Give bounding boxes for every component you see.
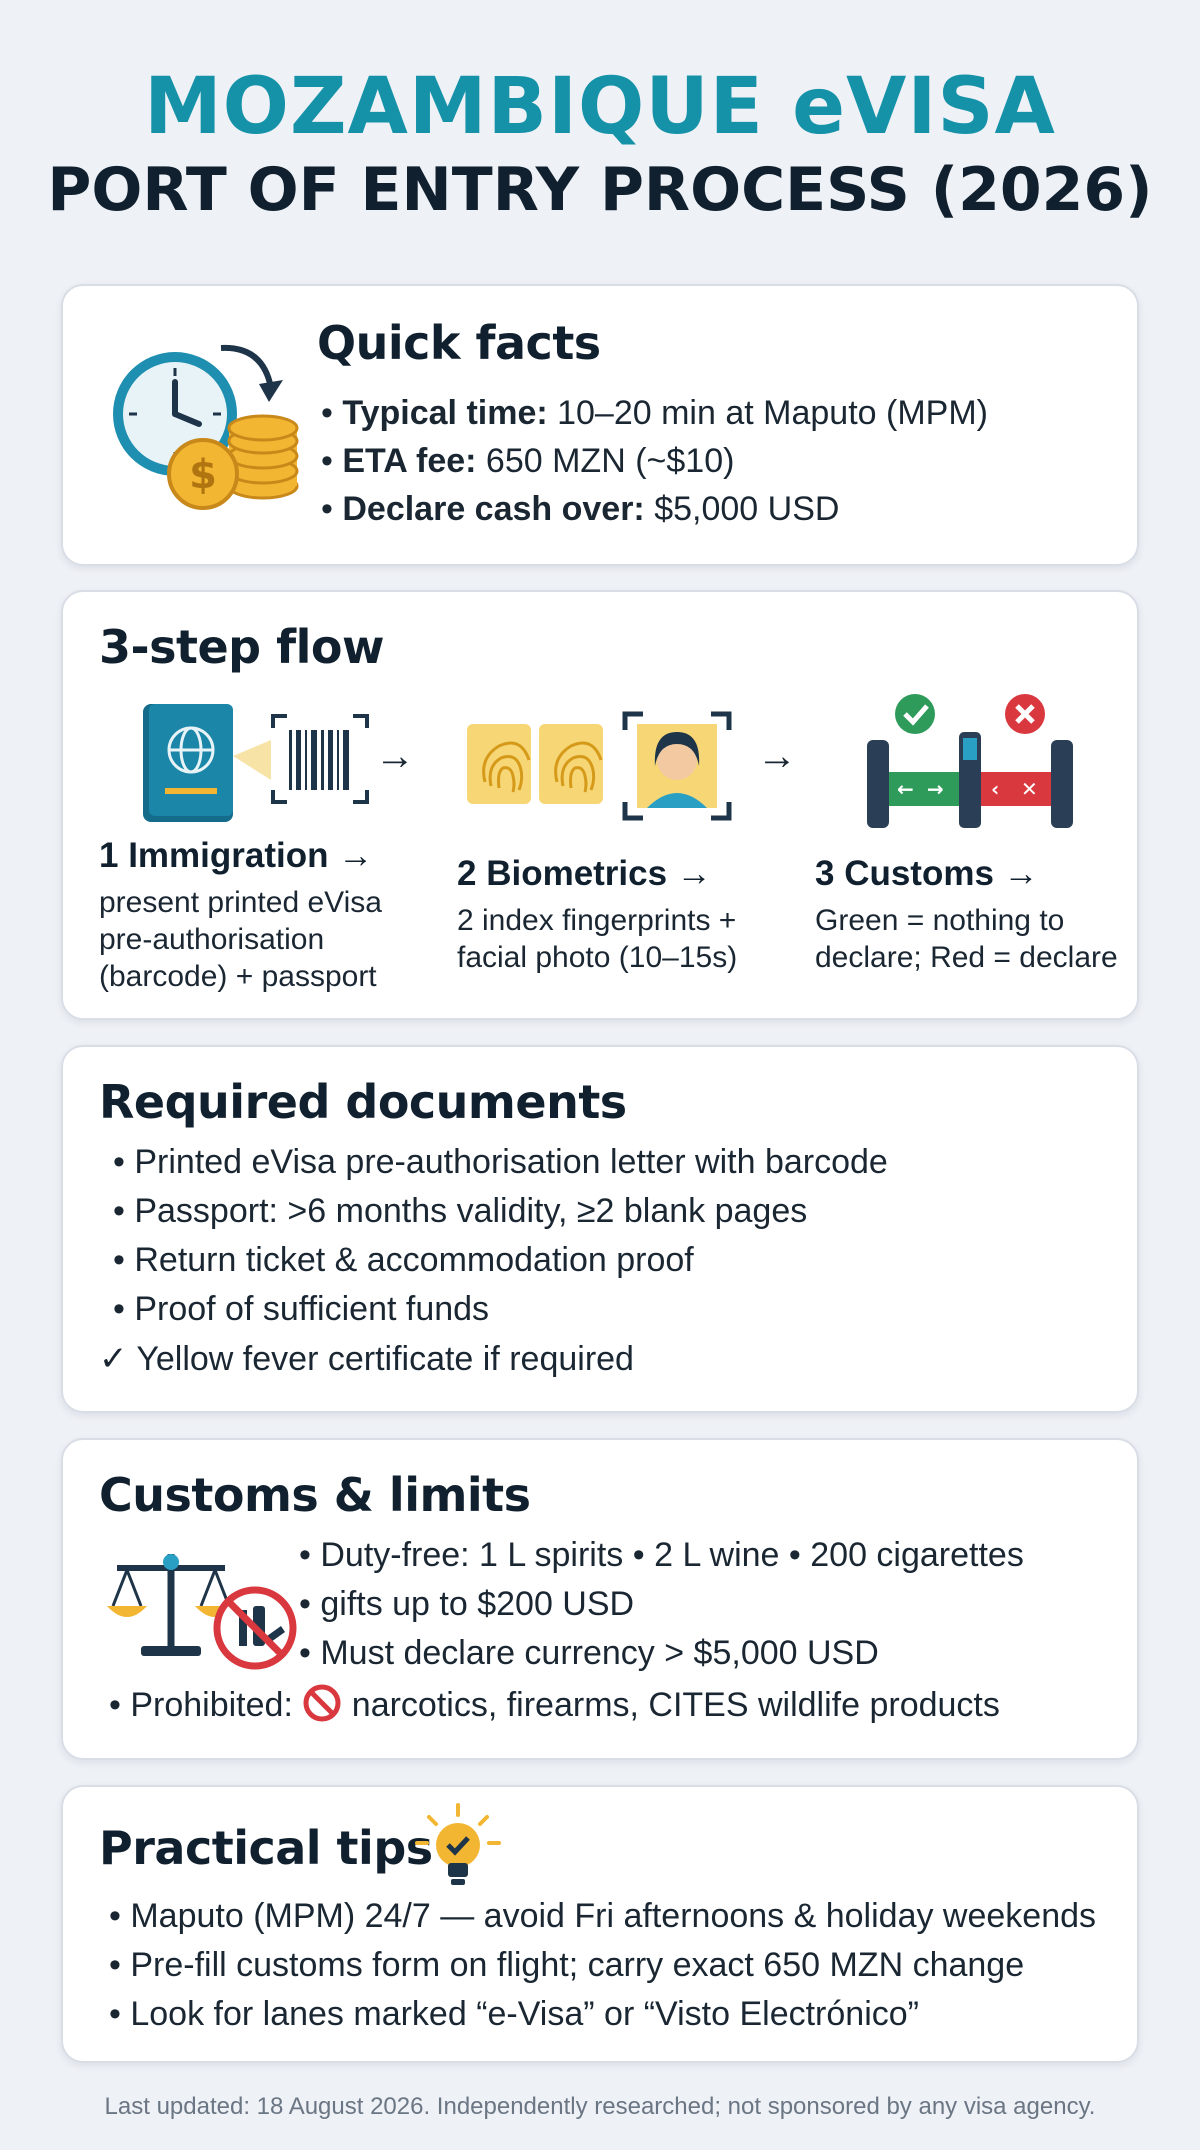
quick-facts-card bbox=[61, 284, 1139, 566]
step-1-desc: present printed eVisa pre-authorisation (barcode) + passport bbox=[99, 886, 382, 993]
document-item: • Passport: >6 months validity, ≥2 blank pages bbox=[113, 1192, 808, 1230]
no-entry-icon bbox=[302, 1683, 342, 1723]
fact-typical-time: • Typical time: 10–20 min at Maputo (MPM) bbox=[321, 394, 988, 432]
customs-item: • Duty-free: 1 L spirits • 2 L wine • 200 cigarettes bbox=[299, 1536, 1024, 1574]
page-subtitle: PORT OF ENTRY PROCESS (2026) bbox=[47, 155, 1153, 225]
lightbulb-icon bbox=[413, 1801, 503, 1891]
step-3-desc: Green = nothing to declare; Red = declare bbox=[815, 904, 1118, 974]
fact-eta-fee: • ETA fee: 650 MZN (~$10) bbox=[321, 442, 735, 480]
flow-heading: 3-step flow bbox=[99, 620, 384, 674]
customs-card bbox=[61, 1438, 1139, 1760]
fingerprint-face-icon bbox=[465, 708, 735, 828]
customs-item: • Must declare currency > $5,000 USD bbox=[299, 1634, 879, 1672]
prohibited-line: • Prohibited: narcotics, firearms, CITES wildlife products bbox=[109, 1683, 1000, 1725]
svg-text:✕: ✕ bbox=[1021, 777, 1038, 801]
flow-arrow-2: → bbox=[757, 734, 797, 778]
page-title: MOZAMBIQUE eVISA bbox=[144, 62, 1056, 152]
document-item: • Printed eVisa pre-authorisation letter with barcode bbox=[113, 1143, 888, 1181]
documents-card bbox=[61, 1045, 1139, 1413]
scale-prohibited-icon bbox=[103, 1540, 303, 1670]
step-3-title: 3 Customs → bbox=[815, 854, 1039, 893]
tips-heading: Practical tips bbox=[99, 1821, 433, 1875]
svg-text:‹: ‹ bbox=[991, 777, 1000, 801]
quick-facts-heading: Quick facts bbox=[317, 316, 601, 370]
tip-item: • Maputo (MPM) 24/7 — avoid Fri afternoons & holiday weekends bbox=[109, 1897, 1097, 1935]
document-item: • Return ticket & accommodation proof bbox=[113, 1241, 694, 1279]
document-item: • Proof of sufficient funds bbox=[113, 1290, 490, 1328]
step-1-title: 1 Immigration → bbox=[99, 836, 374, 875]
tip-item: • Look for lanes marked “e-Visa” or “Visto Electrónico” bbox=[109, 1995, 919, 2033]
fact-declare-cash: • Declare cash over: $5,000 USD bbox=[321, 490, 840, 528]
footer-note: Last updated: 18 August 2026. Independently researched; not sponsored by any visa agency. bbox=[104, 2093, 1096, 2120]
tips-card bbox=[61, 1785, 1139, 2063]
step-2-desc: 2 index fingerprints + facial photo (10–15s) bbox=[457, 904, 738, 974]
customs-gate-icon bbox=[853, 692, 1083, 832]
customs-item: • gifts up to $200 USD bbox=[299, 1585, 635, 1623]
clock-coins-icon bbox=[103, 336, 303, 516]
step-2-title: 2 Biometrics → bbox=[457, 854, 712, 893]
flow-card bbox=[61, 590, 1139, 1020]
svg-text:←: ← bbox=[897, 777, 914, 801]
document-item: ✓ Yellow fever certificate if required bbox=[99, 1340, 634, 1378]
customs-heading: Customs & limits bbox=[99, 1468, 531, 1522]
svg-text:$: $ bbox=[189, 452, 217, 498]
tip-item: • Pre-fill customs form on flight; carry exact 650 MZN change bbox=[109, 1946, 1025, 1984]
passport-scanner-icon bbox=[141, 700, 371, 830]
svg-text:→: → bbox=[927, 777, 944, 801]
flow-arrow-1: → bbox=[375, 734, 415, 778]
documents-heading: Required documents bbox=[99, 1075, 627, 1129]
